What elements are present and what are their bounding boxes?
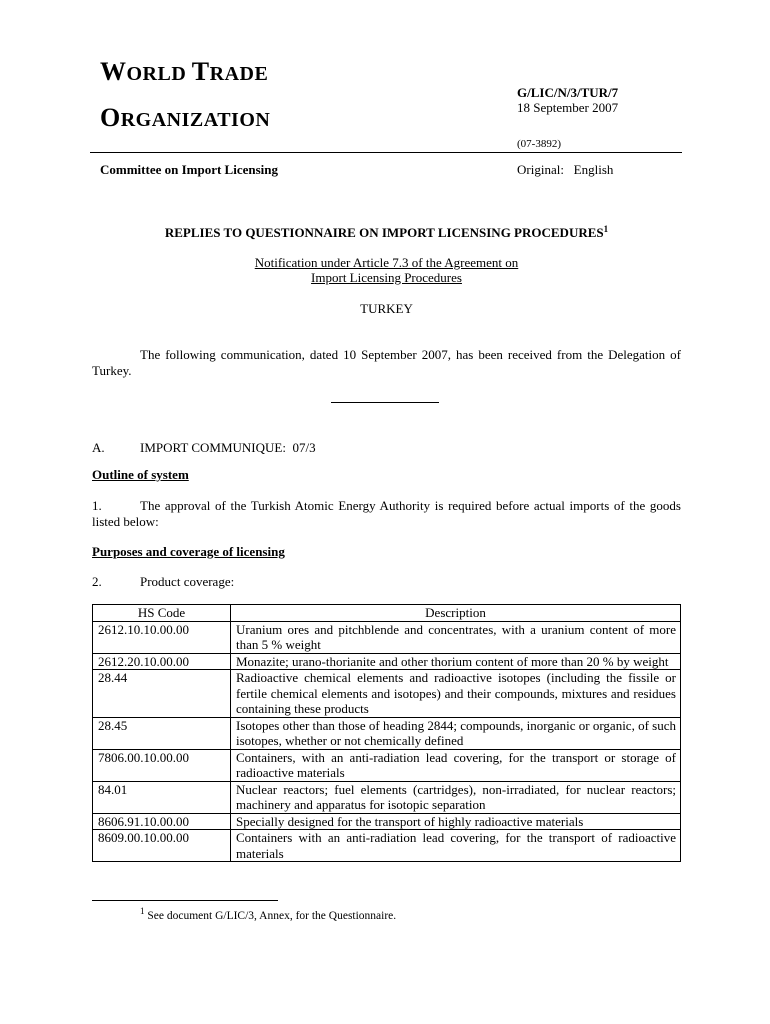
description-cell: Uranium ores and pitchblende and concentrates, with a uranium content of more than 5 % weight	[231, 621, 681, 653]
header-hs-code: HS Code	[93, 605, 231, 622]
description-cell: Isotopes other than those of heading 2844; compounds, inorganic or organic, of such isotopes, whether or not chemically defined	[231, 717, 681, 749]
committee-name: Committee on Import Licensing	[100, 162, 279, 177]
description-cell: Containers, with an anti-radiation lead covering, for the transport or storage of radioactive materials	[231, 749, 681, 781]
header-description: Description	[231, 605, 681, 622]
para2-number: 2.	[92, 574, 102, 589]
hs-code-cell: 84.01	[93, 781, 231, 813]
description-cell: Monazite; urano-thorianite and other thorium content of more than 20 % by weight	[231, 653, 681, 670]
title-footnote-ref[interactable]: 1	[603, 224, 609, 234]
product-coverage-table	[92, 604, 681, 862]
hs-code-cell: 7806.00.10.00.00	[93, 749, 231, 781]
notification-line2: Import Licensing Procedures	[311, 270, 462, 285]
purposes-heading: Purposes and coverage of licensing	[92, 544, 285, 559]
para2-text: Product coverage:	[140, 574, 235, 589]
footnote-text: See document G/LIC/3, Annex, for the Questionnaire.	[147, 910, 397, 922]
title-text: REPLIES TO QUESTIONNAIRE ON IMPORT LICENSING PROCEDURES	[164, 225, 604, 240]
original-language: Original: English	[517, 162, 614, 177]
table-row	[93, 749, 681, 781]
document-date: 18 September 2007	[517, 100, 619, 115]
para1-text: The approval of the Turkish Atomic Energy Authority is required before actual imports of the goods listed below:	[92, 498, 681, 529]
section-a-letter: A.	[92, 440, 105, 455]
organization-name-line1	[100, 57, 269, 86]
hs-code-cell: 2612.20.10.00.00	[93, 653, 231, 670]
hs-code-cell: 8609.00.10.00.00	[93, 830, 231, 862]
org-line1-text: WORLD TRADE	[100, 57, 269, 86]
table-row	[93, 621, 681, 653]
hs-code-cell: 2612.10.10.00.00	[93, 621, 231, 653]
footnote	[140, 908, 396, 924]
document-symbol: G/LIC/N/3/TUR/7	[517, 85, 619, 100]
hs-code-cell: 28.44	[93, 670, 231, 718]
table-row	[93, 653, 681, 670]
table-row	[93, 670, 681, 718]
section-a-title: IMPORT COMMUNIQUE: 07/3	[140, 440, 316, 455]
para1-number: 1.	[92, 498, 102, 513]
hs-code-cell: 8606.91.10.00.00	[93, 813, 231, 830]
org-line2-text: ORGANIZATION	[100, 103, 271, 132]
document-number: (07-3892)	[517, 138, 561, 150]
footnote-number: 1	[140, 906, 145, 916]
intro-paragraph: The following communication, dated 10 September 2007, has been received from the Delegation of Turkey.	[92, 347, 681, 378]
description-cell: Specially designed for the transport of highly radioactive materials	[231, 813, 681, 830]
table-row	[93, 781, 681, 813]
table-row	[93, 813, 681, 830]
separator-line	[331, 402, 439, 403]
description-cell: Nuclear reactors; fuel elements (cartridges), non-irradiated, for nuclear reactors; machinery and apparatus for isotopic separation	[231, 781, 681, 813]
document-title	[92, 225, 681, 241]
description-cell: Containers with an anti-radiation lead covering, for the transport of radioactive materials	[231, 830, 681, 862]
notification-line1: Notification under Article 7.3 of the Agreement on	[254, 255, 519, 270]
outline-heading: Outline of system	[92, 467, 189, 482]
table-row	[93, 830, 681, 862]
footnote-divider	[92, 900, 278, 901]
table-row	[93, 717, 681, 749]
table-header-row	[93, 605, 681, 622]
hs-code-cell: 28.45	[93, 717, 231, 749]
country-name: TURKEY	[360, 301, 413, 316]
header-divider	[90, 152, 682, 153]
organization-name-line2	[100, 103, 271, 132]
description-cell: Radioactive chemical elements and radioactive isotopes (including the fissile or fertile chemical elements and isotopes) and their compounds, mixtures and residues containing these products	[231, 670, 681, 718]
